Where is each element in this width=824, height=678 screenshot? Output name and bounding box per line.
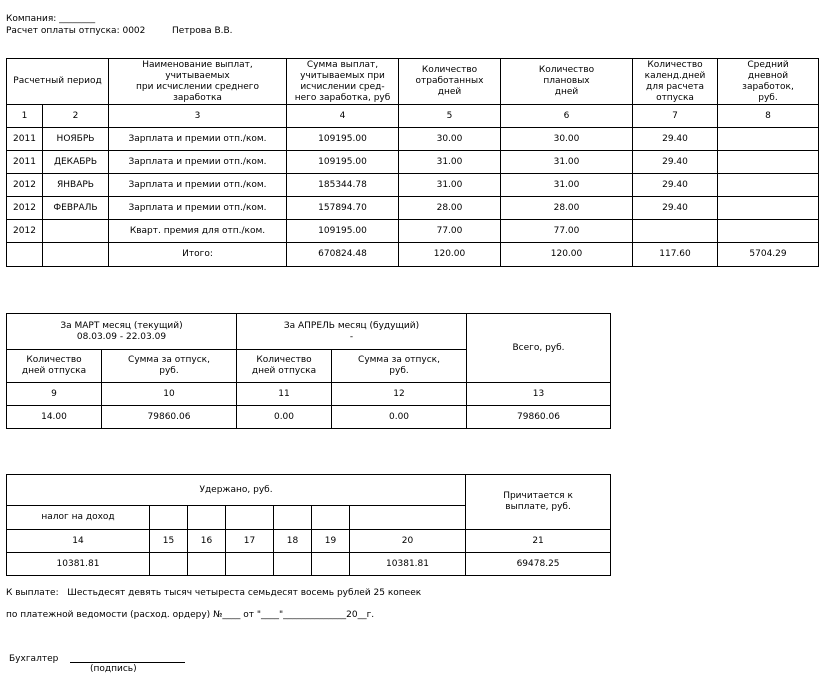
current-sum: 79860.06 xyxy=(102,406,237,429)
period-header: Расчетный период xyxy=(7,59,109,105)
year-cell: 2012 xyxy=(7,174,43,197)
table-row xyxy=(7,151,819,174)
colnum: 16 xyxy=(188,530,226,553)
company-label: Компания: xyxy=(6,14,57,24)
total-calendar: 117.60 xyxy=(633,243,718,267)
calc-number: 0002 xyxy=(122,26,146,36)
colnum: 7 xyxy=(633,105,718,128)
empty-cell xyxy=(274,506,312,530)
sum-header: Сумма за отпуск, руб. xyxy=(332,350,467,383)
colnum: 8 xyxy=(718,105,819,128)
current-month-header: За МАРТ месяц (текущий) 08.03.09 - 22.03.09 xyxy=(7,314,237,350)
total-label: Итого: xyxy=(109,243,287,267)
year-cell: 2011 xyxy=(7,151,43,174)
colnum: 9 xyxy=(7,383,102,406)
table2-colnum-row xyxy=(7,383,611,406)
colnum: 19 xyxy=(312,530,350,553)
table3-colnum-row xyxy=(7,530,611,553)
table1-header-row xyxy=(7,59,819,105)
year-cell: 2012 xyxy=(7,220,43,243)
empty-cell xyxy=(150,506,188,530)
planned-cell: 30.00 xyxy=(501,128,633,151)
payment-name-cell: Зарплата и премии отп./ком. xyxy=(109,174,287,197)
empty-cell xyxy=(188,506,226,530)
avg-cell xyxy=(718,174,819,197)
month-cell: ДЕКАБРЬ xyxy=(43,151,109,174)
sum-cell: 157894.70 xyxy=(287,197,399,220)
colnum: 11 xyxy=(237,383,332,406)
future-days: 0.00 xyxy=(237,406,332,429)
colnum: 4 xyxy=(287,105,399,128)
total-avg: 5704.29 xyxy=(718,243,819,267)
payable-header: Причитается к выплате, руб. xyxy=(466,475,611,530)
month-cell: ФЕВРАЛЬ xyxy=(43,197,109,220)
company-value: ________ xyxy=(59,14,96,24)
planned-cell: 28.00 xyxy=(501,197,633,220)
days-header: Количество дней отпуска xyxy=(7,350,102,383)
table1-colnum-row xyxy=(7,105,819,128)
table2-header-row xyxy=(7,314,611,350)
avg-cell xyxy=(718,128,819,151)
colnum: 21 xyxy=(466,530,611,553)
worked-cell: 77.00 xyxy=(399,220,501,243)
planned-cell: 31.00 xyxy=(501,174,633,197)
company-line xyxy=(6,14,95,24)
sum-cell: 109195.00 xyxy=(287,220,399,243)
signature-line xyxy=(70,662,185,663)
calc-line xyxy=(6,26,145,36)
colnum: 1 xyxy=(7,105,43,128)
employee-name: Петрова В.В. xyxy=(172,26,233,36)
table-row xyxy=(7,406,611,429)
calendar-cell: 29.40 xyxy=(633,151,718,174)
colnum: 20 xyxy=(350,530,466,553)
colnum: 14 xyxy=(7,530,150,553)
empty-cell xyxy=(350,506,466,530)
table3-header-row xyxy=(7,475,611,506)
total-sum: 670824.48 xyxy=(287,243,399,267)
table-row xyxy=(7,174,819,197)
total-header: Всего, руб. xyxy=(467,314,611,383)
colnum: 3 xyxy=(109,105,287,128)
planned-cell: 31.00 xyxy=(501,151,633,174)
signature-label: (подпись) xyxy=(90,664,137,674)
earnings-table xyxy=(6,58,819,267)
accountant-label: Бухгалтер xyxy=(9,654,59,664)
withholding-table xyxy=(6,474,611,576)
calendar-cell: 29.40 xyxy=(633,174,718,197)
calc-label: Расчет оплаты отпуска: xyxy=(6,26,120,36)
year-cell: 2011 xyxy=(7,128,43,151)
future-month-header: За АПРЕЛЬ месяц (будущий) - xyxy=(237,314,467,350)
total-row xyxy=(7,243,819,267)
sum-cell: 109195.00 xyxy=(287,151,399,174)
sum-header: Сумма выплат, учитываемых при исчислении сред- него заработка, руб xyxy=(287,59,399,105)
colnum: 18 xyxy=(274,530,312,553)
avg-cell xyxy=(718,197,819,220)
total-value: 79860.06 xyxy=(467,406,611,429)
month-cell xyxy=(43,220,109,243)
avg-cell xyxy=(718,220,819,243)
colnum: 10 xyxy=(102,383,237,406)
tax-header: налог на доход xyxy=(7,506,150,530)
colnum: 6 xyxy=(501,105,633,128)
sum-header: Сумма за отпуск, руб. xyxy=(102,350,237,383)
avg-cell xyxy=(718,151,819,174)
value-cell xyxy=(150,553,188,576)
worked-cell: 30.00 xyxy=(399,128,501,151)
value-cell xyxy=(274,553,312,576)
colnum: 2 xyxy=(43,105,109,128)
colnum: 15 xyxy=(150,530,188,553)
payment-name-cell: Зарплата и премии отп./ком. xyxy=(109,197,287,220)
total-worked: 120.00 xyxy=(399,243,501,267)
vacation-pay-table xyxy=(6,313,611,429)
payment-name-cell: Зарплата и премии отп./ком. xyxy=(109,151,287,174)
name-header: Наименование выплат, учитываемых при исчислении среднего заработка xyxy=(109,59,287,105)
worked-cell: 31.00 xyxy=(399,174,501,197)
payment-name-cell: Кварт. премия для отп./ком. xyxy=(109,220,287,243)
sum-cell: 185344.78 xyxy=(287,174,399,197)
payout-line xyxy=(6,588,421,598)
payment-name-cell: Зарплата и премии отп./ком. xyxy=(109,128,287,151)
year-cell: 2012 xyxy=(7,197,43,220)
total-planned: 120.00 xyxy=(501,243,633,267)
empty-cell xyxy=(226,506,274,530)
statement-line: по платежной ведомости (расход. ордеру) №____ от "____"______________20__г. xyxy=(6,610,375,620)
table-row xyxy=(7,220,819,243)
colnum: 17 xyxy=(226,530,274,553)
month-cell: НОЯБРЬ xyxy=(43,128,109,151)
calendar-cell xyxy=(633,220,718,243)
withheld-total-value: 10381.81 xyxy=(350,553,466,576)
colnum: 12 xyxy=(332,383,467,406)
payout-label: К выплате: xyxy=(6,588,59,598)
days-header: Количество дней отпуска xyxy=(237,350,332,383)
worked-cell: 28.00 xyxy=(399,197,501,220)
table-row xyxy=(7,197,819,220)
table-row xyxy=(7,553,611,576)
colnum: 5 xyxy=(399,105,501,128)
calendar-cell: 29.40 xyxy=(633,197,718,220)
calendar-header: Количество календ.дней для расчета отпуска xyxy=(633,59,718,105)
worked-header: Количество отработанных дней xyxy=(399,59,501,105)
worked-cell: 31.00 xyxy=(399,151,501,174)
withheld-header: Удержано, руб. xyxy=(7,475,466,506)
empty-cell xyxy=(312,506,350,530)
value-cell xyxy=(188,553,226,576)
planned-cell: 77.00 xyxy=(501,220,633,243)
month-cell: ЯНВАРЬ xyxy=(43,174,109,197)
future-sum: 0.00 xyxy=(332,406,467,429)
payout-words: Шестьдесят девять тысяч четыреста семьдесят восемь рублей 25 копеек xyxy=(67,588,422,598)
colnum: 13 xyxy=(467,383,611,406)
empty-cell xyxy=(43,243,109,267)
payable-value: 69478.25 xyxy=(466,553,611,576)
calendar-cell: 29.40 xyxy=(633,128,718,151)
avg-header: Средний дневной заработок, руб. xyxy=(718,59,819,105)
tax-value: 10381.81 xyxy=(7,553,150,576)
value-cell xyxy=(312,553,350,576)
value-cell xyxy=(226,553,274,576)
current-days: 14.00 xyxy=(7,406,102,429)
sum-cell: 109195.00 xyxy=(287,128,399,151)
empty-cell xyxy=(7,243,43,267)
planned-header: Количество плановых дней xyxy=(501,59,633,105)
table-row xyxy=(7,128,819,151)
